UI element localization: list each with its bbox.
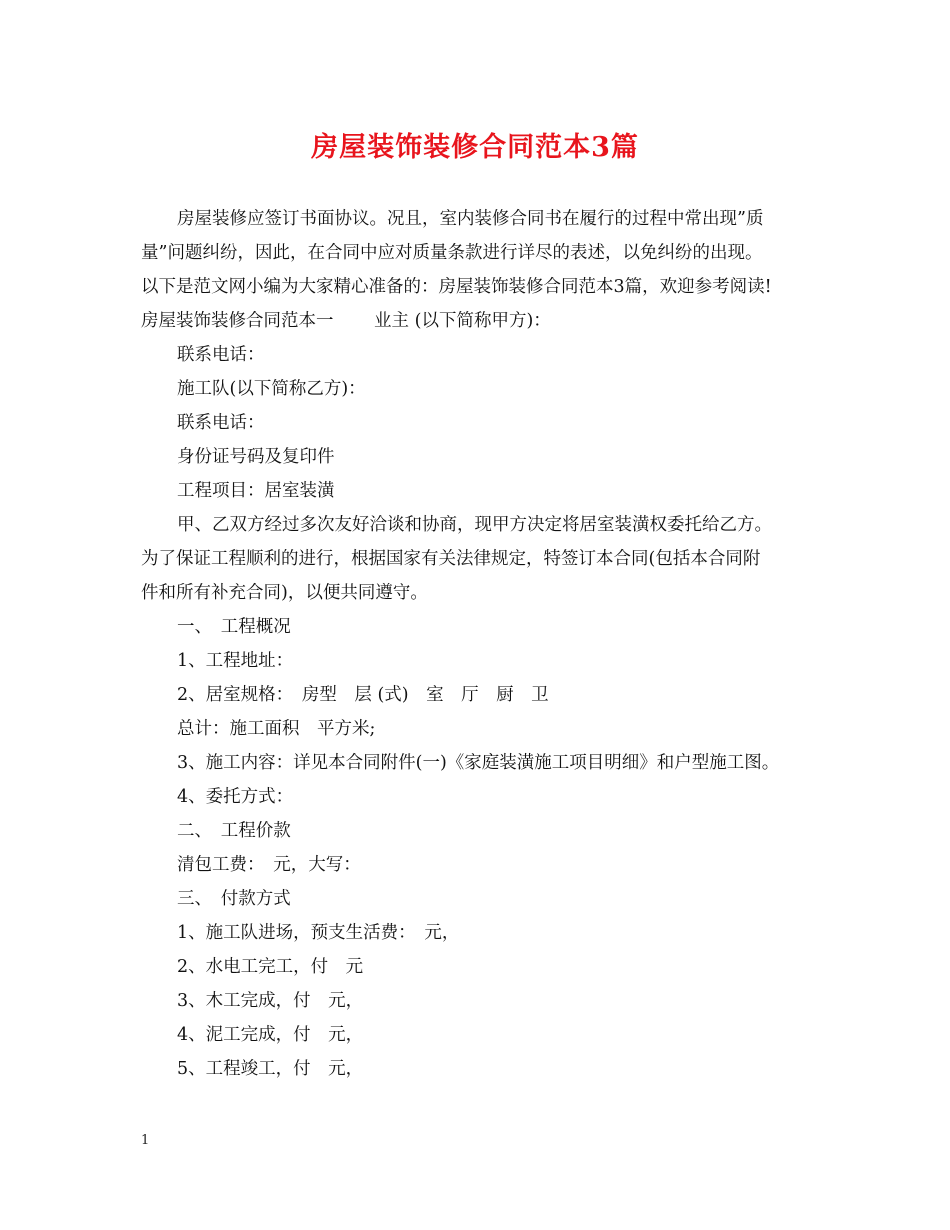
document-title: 房屋装饰装修合同范本3篇 [311,132,639,163]
intro-line-1: 房屋装修应签订书面协议。况且，室内装修合同书在履行的过程中常出现”质 [177,209,764,229]
clause-line-6: 4、委托方式： [177,787,294,807]
clause-line-11: 2、水电工完工，付 元 [177,957,364,977]
intro-line-2: 量”问题纠纷，因此，在合同中应对质量条款进行详尽的表述，以免纠纷的出现。 [141,243,763,263]
clause-line-14: 5、工程竣工，付 元， [177,1059,364,1079]
page-number: 1 [141,1133,150,1148]
party-line-4: 身份证号码及复印件 [177,447,335,467]
party-line-3: 联系电话： [177,413,265,433]
party-line-5: 工程项目：居室装潢 [177,481,335,501]
agreement-line-2: 为了保证工程顺利的进行，根据国家有关法律规定，特签订本合同(包括本合同附 [141,549,761,569]
clause-line-8: 清包工费： 元，大写： [177,855,361,875]
clause-line-12: 3、木工完成，付 元， [177,991,364,1011]
intro-line-3: 以下是范文网小编为大家精心准备的：房屋装饰装修合同范本3篇，欢迎参考阅读! [141,277,772,297]
clause-line-13: 4、泥工完成，付 元， [177,1025,364,1045]
party-line-1: 联系电话： [177,345,265,365]
agreement-line-1: 甲、乙双方经过多次友好洽谈和协商，现甲方决定将居室装潢权委托给乙方。 [177,515,772,535]
clause-line-5: 3、施工内容：详见本合同附件(一)《家庭装潢施工项目明细》和户型施工图。 [177,753,780,773]
intro-line-4: 房屋装饰装修合同范本一 业主 (以下简称甲方)： [141,311,551,331]
party-line-2: 施工队(以下简称乙方)： [177,379,366,399]
agreement-line-3: 件和所有补充合同)，以便共同遵守。 [141,583,428,603]
clause-line-1: 一、 工程概况 [177,617,291,637]
clause-line-9: 三、 付款方式 [177,889,291,909]
clause-line-3: 2、居室规格： 房型 层 (式) 室 厅 厨 卫 [177,685,549,705]
document-body [141,202,813,1086]
clause-line-7: 二、 工程价款 [177,821,291,841]
clause-line-10: 1、施工队进场，预支生活费： 元， [177,923,460,943]
clause-line-4: 总计：施工面积 平方米; [177,719,376,739]
clause-line-2: 1、工程地址： [177,651,294,671]
